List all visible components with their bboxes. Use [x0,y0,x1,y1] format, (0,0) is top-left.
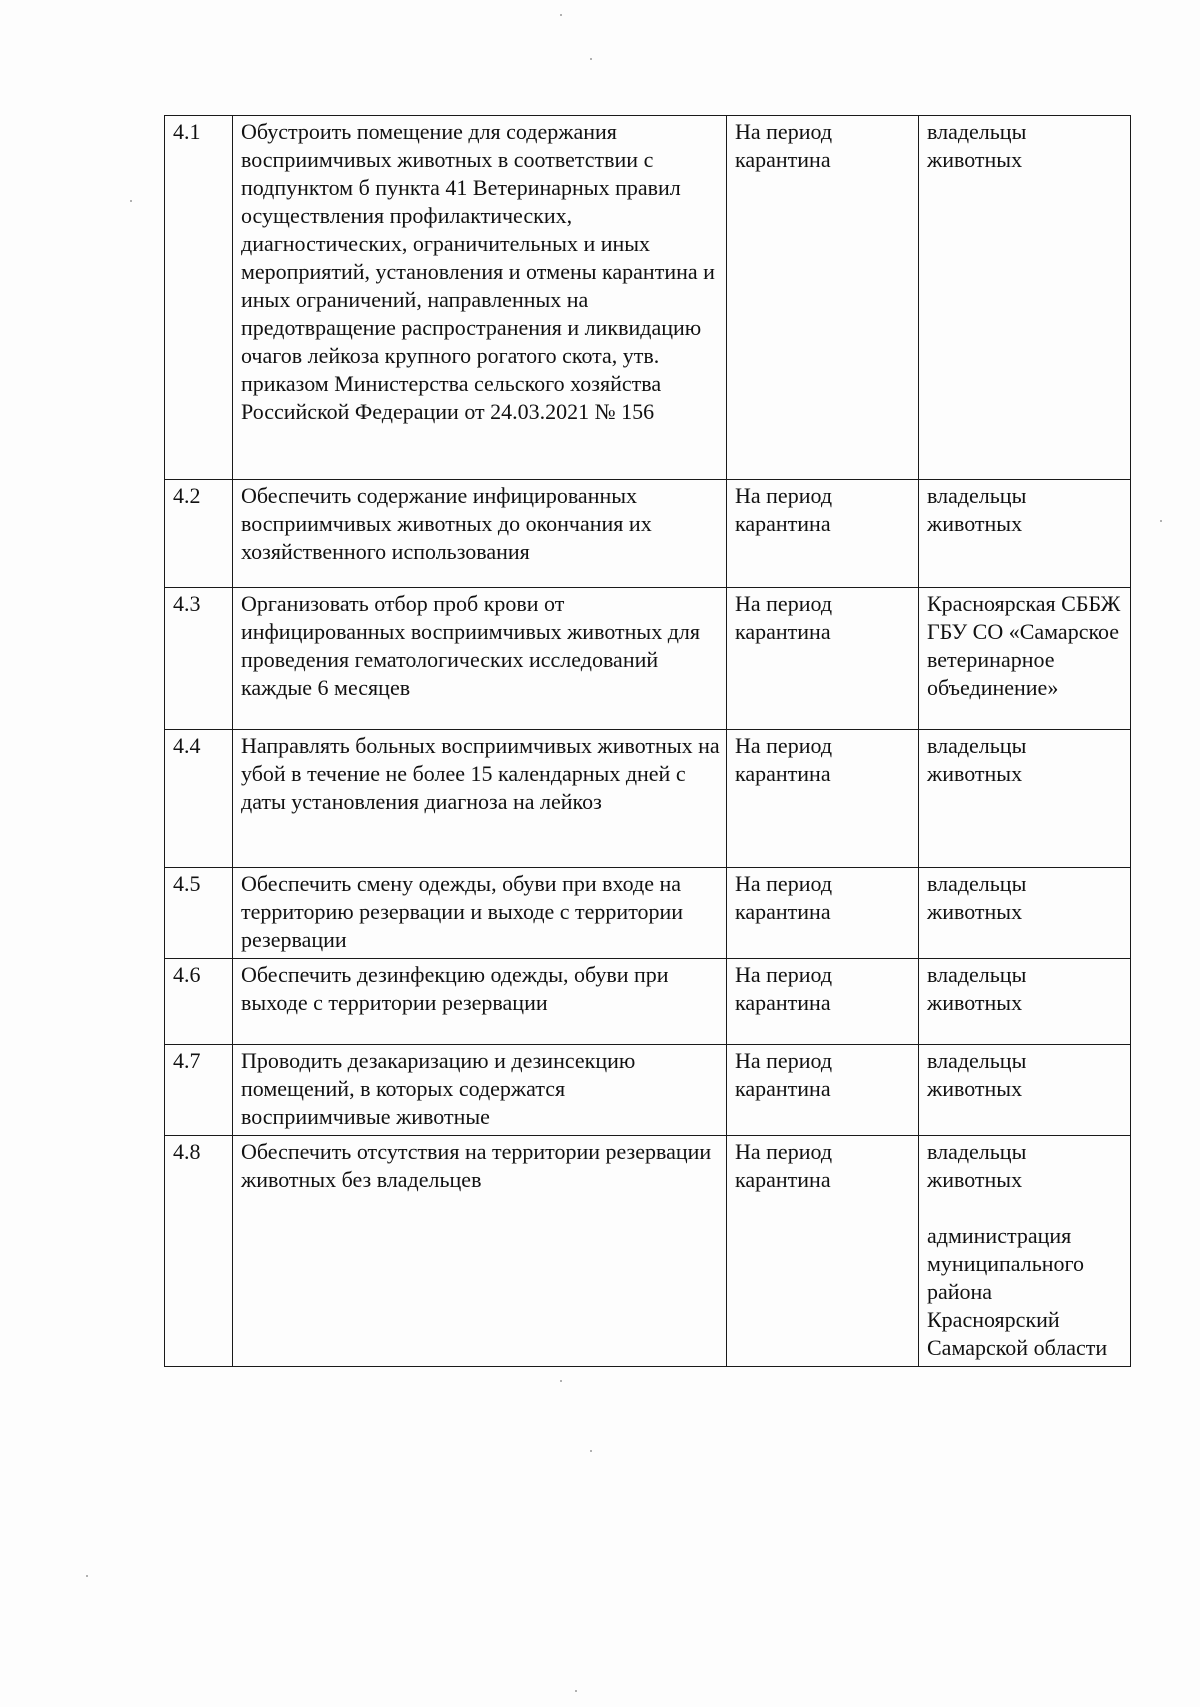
responsible-text: владельцы животных [927,733,1027,786]
scan-speck [575,1690,577,1692]
term-text: На период карантина [727,868,919,959]
table-row [165,480,1131,588]
row-number: 4.8 [165,1136,233,1367]
table-row [165,959,1131,1045]
row-number: 4.1 [165,116,233,480]
measures-table-body [165,116,1131,1367]
measure-text: Организовать отбор проб крови от инфицированных восприимчивых животных для проведения гематологических исследований каждые 6 месяцев [233,588,727,730]
responsible-cell [919,730,1131,868]
table-row [165,730,1131,868]
responsible-cell [919,959,1131,1045]
measure-text: Обеспечить отсутствия на территории резервации животных без владельцев [233,1136,727,1367]
term-text: На период карантина [727,588,919,730]
responsible-text: владельцы животных [927,962,1027,1015]
responsible-text: владельцы животных [927,483,1027,536]
scan-speck [560,14,562,16]
scan-speck [590,1450,592,1452]
scan-speck [1160,520,1162,522]
responsible-cell [919,868,1131,959]
responsible-text: владельцы животных [927,871,1027,924]
table-row [165,868,1131,959]
table-row [165,116,1131,480]
responsible-cell [919,1045,1131,1136]
term-text: На период карантина [727,480,919,588]
scan-speck [560,1380,562,1382]
measure-text: Направлять больных восприимчивых животных на убой в течение не более 15 календарных дней с даты установления диагноза на лейкоз [233,730,727,868]
row-number: 4.7 [165,1045,233,1136]
table-row [165,1136,1131,1367]
measures-table [164,115,1131,1367]
term-text: На период карантина [727,116,919,480]
term-text: На период карантина [727,1136,919,1367]
responsible-cell [919,116,1131,480]
term-text: На период карантина [727,959,919,1045]
measure-text: Обеспечить смену одежды, обуви при входе на территорию резервации и выходе с территории резервации [233,868,727,959]
row-number: 4.2 [165,480,233,588]
responsible-cell [919,480,1131,588]
measure-text: Обустроить помещение для содержания восприимчивых животных в соответствии с подпунктом б пункта 41 Ветеринарных правил осуществления профилактических, диагностических, ограничительных и иных мероприятий, установления и отмены карантина и иных ограничений, направленных на предотвращение распространения и ликвидацию очагов лейкоза крупного рогатого скота, утв. приказом Министерства сельского хозяйства Российской Федерации от 24.03.2021 № 156 [233,116,727,480]
measure-text: Проводить дезакаризацию и дезинсекцию помещений, в которых содержатся восприимчивые животные [233,1045,727,1136]
responsible-text: администрация муниципального района Красноярский Самарской области [927,1223,1108,1360]
responsible-cell [919,1136,1131,1367]
measure-text: Обеспечить дезинфекцию одежды, обуви при выходе с территории резервации [233,959,727,1045]
row-number: 4.3 [165,588,233,730]
spacer [927,1194,1124,1222]
table-row [165,588,1131,730]
scan-speck [86,1575,88,1577]
responsible-cell [919,588,1131,730]
term-text: На период карантина [727,730,919,868]
responsible-text: владельцы животных [927,1139,1027,1192]
measure-text: Обеспечить содержание инфицированных восприимчивых животных до окончания их хозяйственного использования [233,480,727,588]
row-number: 4.6 [165,959,233,1045]
row-number: 4.4 [165,730,233,868]
responsible-text: владельцы животных [927,1048,1027,1101]
scan-speck [130,200,132,202]
scan-speck [590,58,592,60]
responsible-text: Красноярская СББЖ ГБУ СО «Самарское ветеринарное объединение» [927,591,1121,700]
responsible-text: владельцы животных [927,119,1027,172]
row-number: 4.5 [165,868,233,959]
term-text: На период карантина [727,1045,919,1136]
table-row [165,1045,1131,1136]
